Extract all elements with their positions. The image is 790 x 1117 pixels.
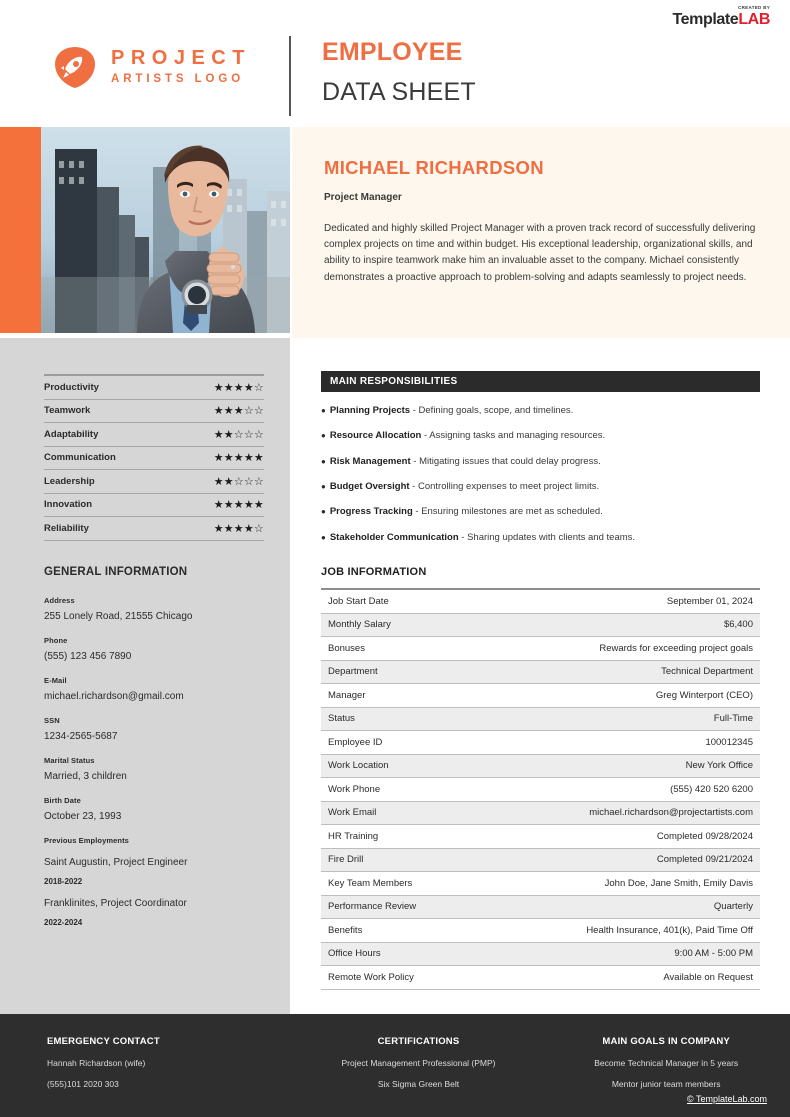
responsibility-term: Budget Oversight (329, 481, 410, 493)
job-info-key: Office Hours (328, 948, 381, 960)
responsibility-description: - Mitigating issues that could delay progress. (410, 455, 601, 467)
general-info-key: Birth Date (44, 796, 81, 805)
footer-column-line: Hannah Richardson (wife) (47, 1058, 146, 1068)
responsibility-term: Resource Allocation (329, 430, 422, 442)
footer-columns (0, 1036, 790, 1089)
footer-column-title: MAIN GOALS IN COMPANY (602, 1036, 730, 1047)
job-info-key: Fire Drill (328, 854, 364, 866)
job-info-key: HR Training (328, 830, 379, 842)
job-info-value: (555) 420 520 6200 (670, 783, 753, 795)
previous-employment-period: 2022-2024 (44, 918, 83, 927)
footer-column-line: Six Sigma Green Belt (377, 1079, 460, 1089)
skill-label: Teamwork (44, 405, 91, 417)
profile-details (324, 157, 764, 286)
responsibilities-list (321, 400, 766, 544)
skill-label: Reliability (44, 522, 89, 534)
footer-column-line: (555)101 2020 303 (47, 1079, 119, 1089)
job-info-key: Remote Work Policy (328, 971, 414, 983)
header-divider (289, 36, 291, 116)
templatelab-logo (672, 6, 770, 28)
bullet-icon: ● (321, 507, 326, 517)
job-info-value: Quarterly (713, 901, 753, 913)
job-info-value: Available on Request (663, 971, 753, 983)
skill-row (44, 400, 264, 424)
footer-column-line: Become Technical Manager in 5 years (594, 1058, 739, 1068)
job-info-value: September 01, 2024 (666, 595, 753, 607)
general-info-item (44, 796, 274, 822)
table-row (321, 684, 760, 708)
employee-name: MICHAEL RICHARDSON (324, 157, 544, 178)
skill-star-rating: ★★☆☆☆ (213, 428, 264, 441)
job-info-value: John Doe, Jane Smith, Emily Davis (604, 877, 753, 889)
table-row (321, 708, 760, 732)
job-information-table (321, 588, 760, 990)
table-row (321, 919, 760, 943)
templatelab-wordmark (672, 11, 770, 28)
table-row (321, 802, 760, 826)
skill-star-rating: ★★★★★ (213, 499, 264, 512)
bullet-icon: ● (321, 406, 326, 415)
document-footer (0, 1014, 790, 1117)
footer-column (295, 1036, 543, 1089)
orange-accent-bar (0, 127, 41, 333)
general-info-item (44, 596, 274, 622)
skill-row (44, 376, 264, 400)
responsibility-description: - Ensuring milestones are met as scheduled. (412, 506, 603, 518)
bullet-icon: ● (321, 431, 326, 441)
job-info-key: Employee ID (328, 736, 383, 748)
skills-rating-table (44, 374, 264, 541)
previous-employments-block (44, 836, 274, 927)
job-info-value: Completed 09/28/2024 (656, 830, 753, 842)
previous-employments-key: Previous Employments (44, 836, 129, 845)
bullet-icon: ● (321, 482, 326, 492)
skill-star-rating: ★★★★☆ (213, 381, 264, 394)
job-info-value: $6,400 (723, 619, 753, 631)
skill-label: Leadership (44, 475, 95, 487)
job-info-value: Full-Time (713, 713, 753, 725)
skill-label: Productivity (44, 381, 99, 393)
job-info-value: 9:00 AM - 5:00 PM (674, 948, 753, 960)
footer-column (0, 1036, 295, 1089)
main-responsibilities-title: MAIN RESPONSIBILITIES (330, 376, 458, 387)
general-info-value: October 23, 1993 (44, 811, 122, 822)
skill-star-rating: ★★☆☆☆ (213, 475, 264, 488)
table-row (321, 966, 760, 990)
skill-row (44, 517, 264, 541)
skill-row (44, 447, 264, 471)
table-row (321, 849, 760, 873)
table-row (321, 896, 760, 920)
skill-row (44, 423, 264, 447)
responsibility-term: Stakeholder Communication (329, 531, 459, 543)
job-info-key: Monthly Salary (328, 619, 391, 631)
bullet-icon: ● (321, 456, 326, 466)
skill-label: Communication (44, 452, 116, 464)
profile-band (0, 127, 790, 338)
job-info-key: Work Location (328, 760, 389, 772)
job-info-key: Manager (328, 689, 366, 701)
templatelab-lab-text: LAB (738, 10, 770, 28)
job-info-value: Rewards for exceeding project goals (599, 642, 753, 654)
skill-star-rating: ★★★★☆ (213, 522, 264, 535)
company-logo-line1: PROJECT (111, 47, 251, 70)
table-row (321, 731, 760, 755)
employee-bio: Dedicated and highly skilled Project Manager with a proven track record of successfully delivering complex projects on time and within budget. His exceptional leadership, organizational skills, and ability to inspire teamwork make him an invaluable asset to the company. Michael consistently demonstrates a proactive approach to problem-solving and adapts seamlessly to project needs. (324, 223, 756, 283)
responsibility-item (321, 405, 766, 417)
footer-column-line: Project Management Professional (PMP) (341, 1058, 496, 1068)
page-title (322, 38, 476, 107)
table-row (321, 637, 760, 661)
job-info-value: Technical Department (661, 666, 753, 678)
previous-employment-period: 2018-2022 (44, 877, 83, 886)
table-row (321, 825, 760, 849)
footer-column-line: Mentor junior team members (611, 1079, 721, 1089)
table-row (321, 872, 760, 896)
general-info-item (44, 636, 274, 662)
company-logo-text (111, 48, 251, 86)
previous-employment-value: Saint Augustin, Project Engineer (44, 857, 188, 868)
company-logo-line2: ARTISTS LOGO (111, 73, 245, 86)
job-info-value: 100012345 (705, 736, 753, 748)
page-title-line2: DATA SHEET (322, 77, 476, 106)
job-info-value: michael.richardson@projectartists.com (589, 807, 753, 819)
general-info-key: E-Mail (44, 676, 67, 685)
general-info-item (44, 756, 274, 782)
bullet-icon: ● (321, 532, 326, 542)
job-info-key: Job Start Date (328, 595, 389, 607)
responsibility-description: - Controlling expenses to meet project limits. (409, 481, 600, 493)
responsibility-term: Progress Tracking (329, 506, 413, 518)
skill-label: Innovation (44, 499, 93, 511)
job-info-key: Key Team Members (328, 877, 413, 889)
job-info-key: Bonuses (328, 642, 365, 654)
responsibility-term: Risk Management (329, 455, 411, 467)
general-info-key: Phone (44, 636, 68, 645)
general-info-value: Married, 3 children (44, 771, 127, 782)
job-info-value: Completed 09/21/2024 (656, 854, 753, 866)
table-row (321, 755, 760, 779)
general-info-key: Address (44, 596, 75, 605)
general-information-list (44, 596, 274, 927)
skill-label: Adaptability (44, 428, 99, 440)
sidebar-panel (0, 338, 290, 1014)
footer-column (542, 1036, 790, 1089)
job-information-title: JOB INFORMATION (321, 566, 427, 578)
responsibility-item (321, 456, 766, 468)
table-row (321, 943, 760, 967)
main-responsibilities-header (321, 371, 760, 392)
previous-employment-value: Franklinites, Project Coordinator (44, 898, 187, 909)
company-logo (52, 44, 251, 90)
general-info-value: michael.richardson@gmail.com (44, 691, 184, 702)
page-title-line1: EMPLOYEE (322, 38, 463, 66)
rocket-shield-icon (52, 44, 98, 90)
skill-star-rating: ★★★★★ (213, 452, 264, 465)
general-info-value: 255 Lonely Road, 21555 Chicago (44, 611, 193, 622)
responsibility-item (321, 481, 766, 493)
templatelab-credit-link[interactable]: © TemplateLab.com (686, 1094, 767, 1104)
employee-role: Project Manager (324, 192, 402, 203)
job-info-key: Department (328, 666, 378, 678)
templatelab-template-text: Template (672, 10, 739, 28)
table-row (321, 778, 760, 802)
table-row (321, 614, 760, 638)
general-information-title: GENERAL INFORMATION (44, 566, 188, 578)
responsibility-item (321, 532, 766, 544)
job-info-value: New York Office (685, 760, 753, 772)
job-info-key: Performance Review (328, 901, 417, 913)
footer-column-title: CERTIFICATIONS (377, 1036, 460, 1047)
job-info-key: Work Phone (328, 783, 381, 795)
document-header (0, 30, 790, 122)
employee-photo (41, 127, 290, 333)
job-info-key: Work Email (328, 807, 377, 819)
general-info-key: SSN (44, 716, 60, 725)
job-info-value: Greg Winterport (CEO) (655, 689, 753, 701)
responsibility-item (321, 506, 766, 518)
job-info-value: Health Insurance, 401(k), Paid Time Off (586, 924, 753, 936)
responsibility-description: - Sharing updates with clients and teams. (458, 531, 636, 543)
job-info-key: Status (328, 713, 355, 725)
table-row (321, 661, 760, 685)
general-info-key: Marital Status (44, 756, 95, 765)
general-info-item (44, 676, 274, 702)
responsibility-description: - Defining goals, scope, and timelines. (410, 405, 574, 416)
main-content (292, 338, 790, 1014)
responsibility-term: Planning Projects (329, 405, 411, 416)
job-info-key: Benefits (328, 924, 363, 936)
skill-star-rating: ★★★☆☆ (213, 405, 264, 418)
responsibility-item (321, 430, 766, 442)
general-info-value: (555) 123 456 7890 (44, 651, 132, 662)
responsibility-description: - Assigning tasks and managing resources. (421, 430, 606, 442)
skill-row (44, 470, 264, 494)
table-row (321, 590, 760, 614)
templatelab-created-by-label: CREATED BY (738, 5, 770, 10)
skill-row (44, 494, 264, 518)
footer-column-title: EMERGENCY CONTACT (47, 1036, 160, 1047)
general-info-value: 1234-2565-5687 (44, 731, 118, 742)
general-info-item (44, 716, 274, 742)
